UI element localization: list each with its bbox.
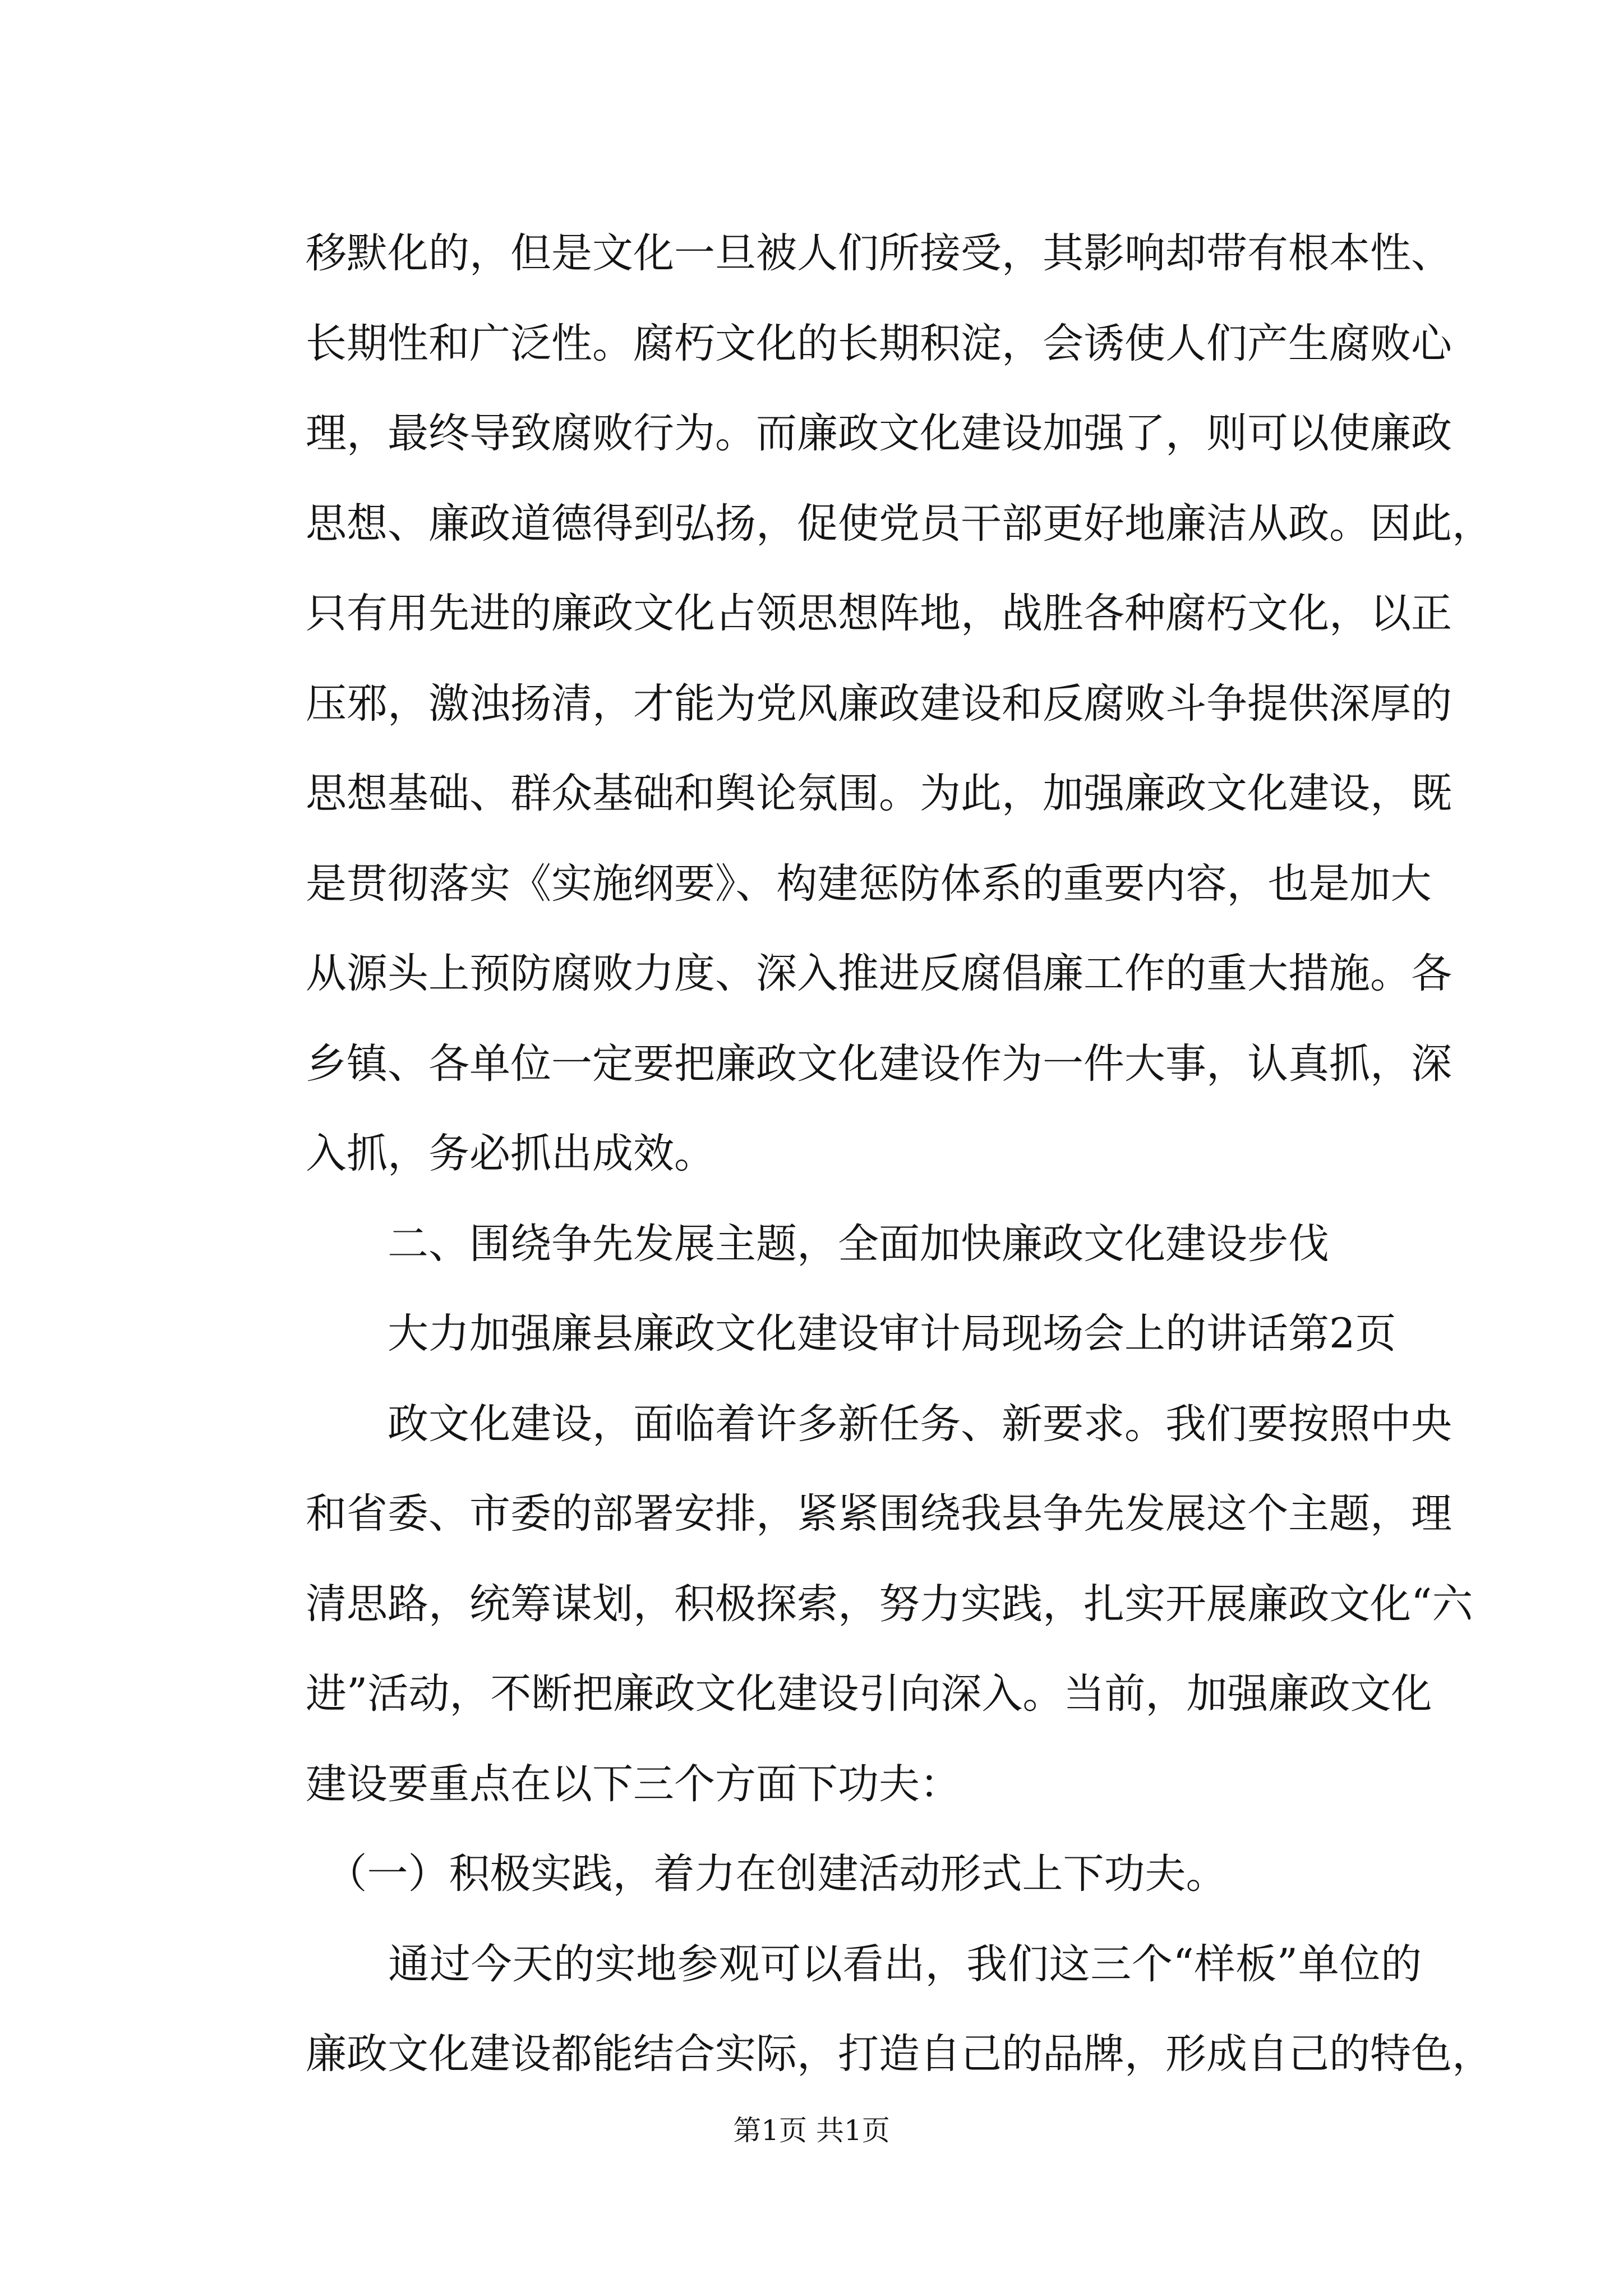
text-line: 建设要重点在以下三个方面下功夫： <box>306 1760 961 1808</box>
text-line: 思想、廉政道德得到弘扬，促使党员干部更好地廉洁从政。因此， <box>306 499 1493 547</box>
text-line: 从源头上预防腐败力度、深入推进反腐倡廉工作的重大措施。各 <box>306 950 1452 997</box>
text-line: 政文化建设，面临着许多新任务、新要求。我们要按照中央 <box>306 1400 1452 1448</box>
text-line: 理，最终导致腐败行为。而廉政文化建设加强了，则可以使廉政 <box>306 409 1452 457</box>
text-line: 入抓，务必抓出成效。 <box>306 1130 715 1177</box>
text-line: 和省委、市委的部署安排，紧紧围绕我县争先发展这个主题，理 <box>306 1490 1452 1538</box>
body-text <box>306 209 1493 2100</box>
text-line: 通过今天的实地参观可以看出，我们这三个“样板”单位的 <box>306 1940 1422 1988</box>
text-line: 长期性和广泛性。腐朽文化的长期积淀，会诱使人们产生腐败心 <box>306 319 1452 367</box>
text-line: 乡镇、各单位一定要把廉政文化建设作为一件大事，认真抓，深 <box>306 1039 1452 1088</box>
text-line: 廉政文化建设都能结合实际，打造自己的品牌，形成自己的特色， <box>306 2030 1493 2078</box>
text-line: 进”活动，不断把廉政文化建设引向深入。当前，加强廉政文化 <box>306 1670 1432 1718</box>
text-line: 压邪，激浊扬清，才能为党风廉政建设和反腐败斗争提供深厚的 <box>306 679 1452 728</box>
page-footer: 第1页 共1页 <box>733 2114 890 2147</box>
section-heading: 二、围绕争先发展主题，全面加快廉政文化建设步伐 <box>306 1220 1329 1268</box>
text-line: 只有用先进的廉政文化占领思想阵地，战胜各种腐朽文化，以正 <box>306 590 1452 637</box>
text-line: 是贯彻落实《实施纲要》、构建惩防体系的重要内容，也是加大 <box>306 859 1432 908</box>
page-continuation-note: 大力加强廉县廉政文化建设审计局现场会上的讲话第2页 <box>306 1310 1396 1358</box>
text-line: 移默化的，但是文化一旦被人们所接受，其影响却带有根本性、 <box>306 229 1452 277</box>
subsection-heading: （一）积极实践，着力在创建活动形式上下功夫。 <box>306 1850 1227 1898</box>
text-line: 清思路，统筹谋划，积极探索，努力实践，扎实开展廉政文化“六 <box>306 1580 1473 1628</box>
text-line: 思想基础、群众基础和舆论氛围。为此，加强廉政文化建设，既 <box>306 770 1452 817</box>
